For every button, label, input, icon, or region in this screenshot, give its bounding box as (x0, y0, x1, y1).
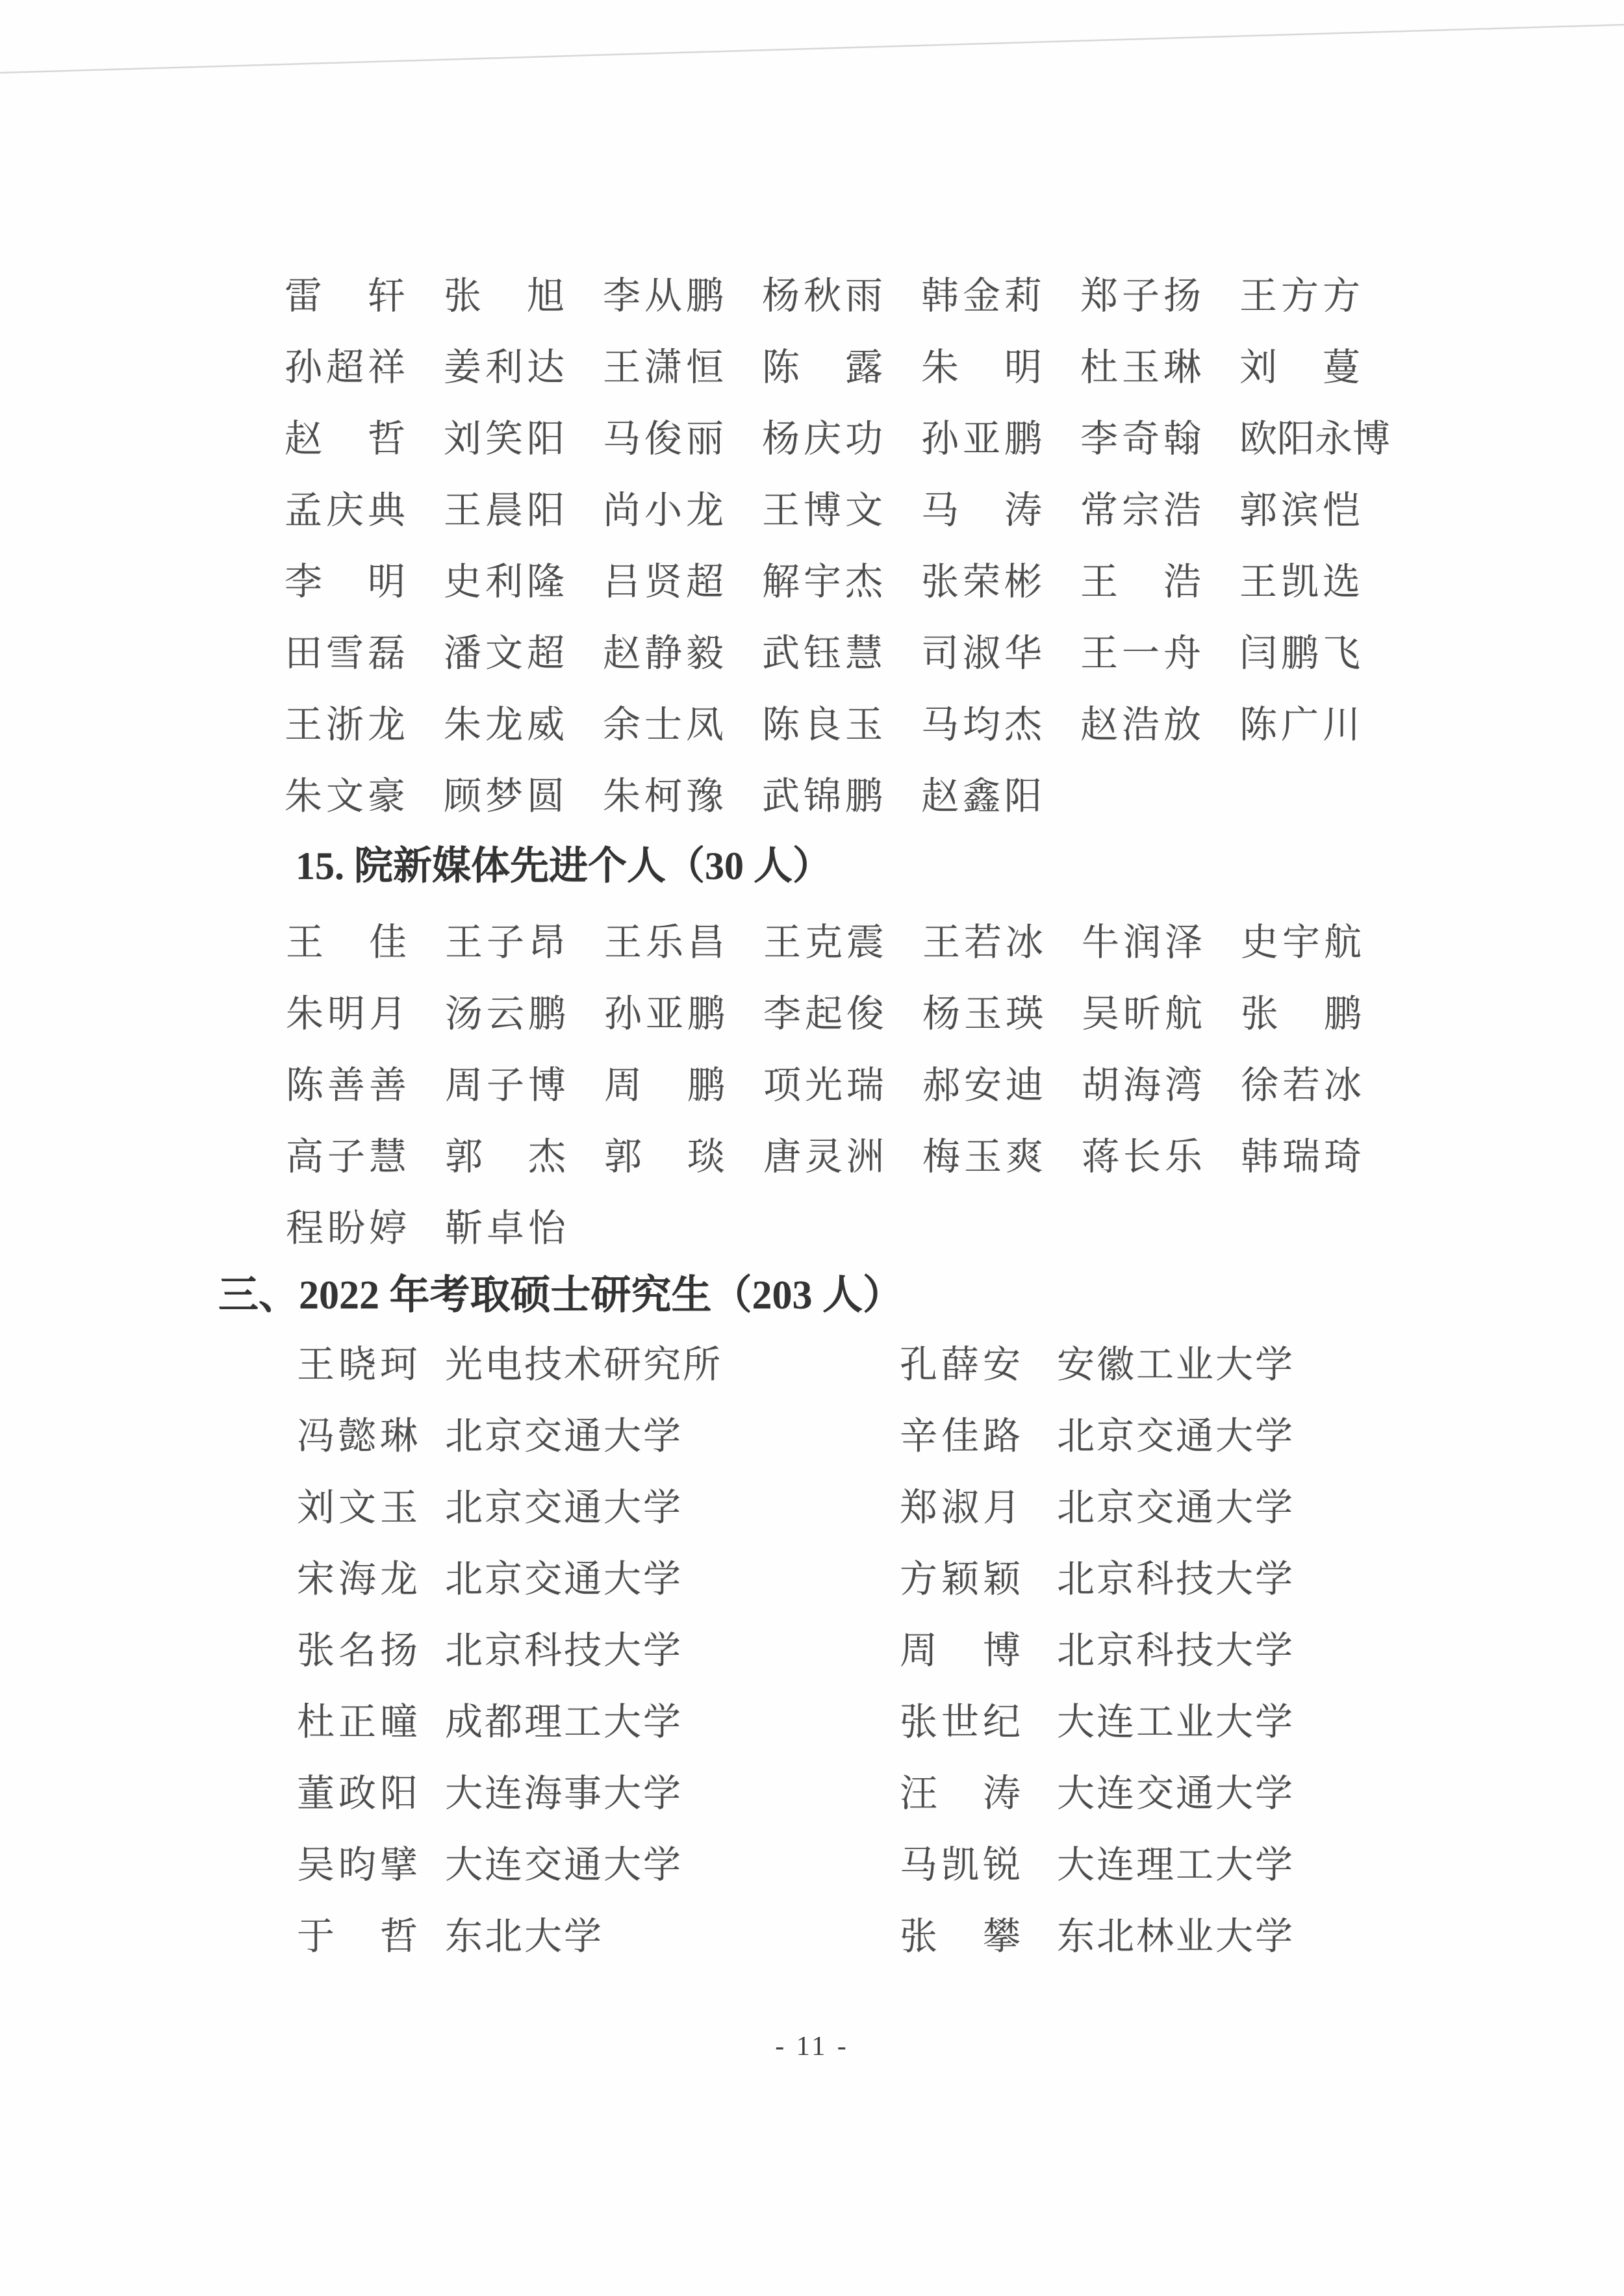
person-name: 王 浩 (1080, 561, 1201, 603)
name-row (285, 706, 1399, 744)
person-name: 李奇翰 (1080, 418, 1201, 460)
person-name: 朱文豪 (285, 775, 405, 817)
person-name: 王潇恒 (603, 346, 724, 389)
graduate-name: 马凯锐 (900, 1844, 1021, 1886)
person-name: 郭 杰 (445, 1136, 566, 1178)
graduate-row (900, 1486, 1295, 1529)
person-name: 朱龙威 (444, 704, 565, 746)
graduate-name: 杜正曈 (297, 1701, 418, 1743)
graduate-school: 东北林业大学 (1057, 1915, 1295, 1958)
graduate-row (297, 1558, 722, 1600)
person-name: 尚小龙 (603, 489, 724, 531)
person-name: 胡海湾 (1082, 1064, 1202, 1106)
graduate-name: 张 攀 (900, 1915, 1021, 1958)
graduate-school: 东北大学 (445, 1915, 604, 1958)
graduate-row (900, 1915, 1295, 1958)
graduate-row (900, 1772, 1295, 1815)
person-name: 杨秋雨 (762, 275, 883, 317)
person-name: 程盼婷 (286, 1207, 407, 1249)
person-name: 王若冰 (922, 921, 1043, 963)
person-name: 王一舟 (1080, 632, 1201, 674)
name-row (285, 632, 1399, 674)
person-name: 解宇杰 (762, 561, 883, 603)
graduate-name: 吴昀擘 (297, 1844, 418, 1886)
person-name: 常宗浩 (1080, 489, 1201, 531)
person-name: 陈善善 (286, 1064, 407, 1106)
graduate-school: 北京交通大学 (445, 1558, 683, 1600)
person-name: 牛润泽 (1082, 921, 1202, 963)
graduate-name: 王晓珂 (297, 1344, 418, 1386)
person-name: 郑子扬 (1080, 275, 1201, 317)
graduate-row (900, 1415, 1295, 1457)
graduate-name: 张名扬 (297, 1629, 418, 1672)
person-name: 孙亚鹏 (604, 993, 725, 1035)
graduate-school: 北京科技大学 (445, 1629, 683, 1672)
name-row (285, 775, 1399, 817)
graduate-row (297, 1915, 722, 1958)
graduate-name: 汪 涛 (900, 1772, 1021, 1815)
person-name: 吕贤超 (603, 561, 724, 603)
person-name: 张 鹏 (1241, 993, 1362, 1035)
name-row (285, 277, 1399, 315)
person-name: 杨庆功 (762, 418, 883, 460)
person-name: 徐若冰 (1241, 1064, 1362, 1106)
person-name: 王凯选 (1239, 561, 1360, 603)
person-name: 潘文超 (444, 632, 565, 674)
graduate-school: 大连交通大学 (1057, 1772, 1295, 1815)
person-name: 梅玉爽 (922, 1136, 1043, 1178)
person-name: 靳卓怡 (445, 1207, 566, 1249)
graduate-name: 方颖颖 (900, 1558, 1021, 1600)
graduate-name: 刘文玉 (297, 1486, 418, 1529)
graduate-school: 北京科技大学 (1057, 1558, 1295, 1600)
graduate-school: 北京交通大学 (445, 1415, 683, 1457)
section3-heading: 三、2022 年考取硕士研究生（203 人） (218, 1273, 904, 1318)
person-name: 项光瑞 (763, 1064, 884, 1106)
name-row (286, 921, 1400, 963)
person-name: 雷 轩 (285, 275, 405, 317)
person-name: 闫鹏飞 (1239, 632, 1360, 674)
graduate-school: 安徽工业大学 (1057, 1344, 1295, 1386)
person-name: 李从鹏 (603, 275, 724, 317)
graduate-name: 董政阳 (297, 1772, 418, 1815)
person-name: 刘笑阳 (444, 418, 565, 460)
person-name: 欧阳永博 (1239, 418, 1391, 460)
graduate-school: 大连交通大学 (445, 1844, 683, 1886)
person-name: 马 涛 (921, 489, 1042, 531)
person-name: 孙超祥 (285, 346, 405, 389)
person-name: 朱柯豫 (603, 775, 724, 817)
graduate-name: 冯懿琳 (297, 1415, 418, 1457)
graduate-row (900, 1346, 1295, 1384)
name-row (286, 1138, 1400, 1176)
graduate-list-left (297, 1346, 722, 1989)
name-row (285, 346, 1399, 389)
section15-heading: 15. 院新媒体先进个人（30 人） (296, 845, 831, 887)
graduate-school: 光电技术研究所 (445, 1344, 723, 1386)
graduate-school: 大连海事大学 (445, 1772, 683, 1815)
person-name: 马均杰 (921, 704, 1042, 746)
person-name: 赵 哲 (285, 418, 405, 460)
person-name: 陈 露 (762, 346, 883, 389)
person-name: 朱 明 (921, 346, 1042, 389)
person-name: 王克震 (763, 921, 884, 963)
graduate-name: 周 博 (900, 1629, 1021, 1672)
graduate-row (297, 1629, 722, 1672)
graduate-row (900, 1846, 1295, 1884)
person-name: 王博文 (762, 489, 883, 531)
name-row (285, 489, 1399, 531)
person-name: 周子博 (445, 1064, 566, 1106)
person-name: 蒋长乐 (1082, 1136, 1202, 1178)
graduate-school: 大连理工大学 (1057, 1844, 1295, 1886)
person-name: 王 佳 (286, 921, 407, 963)
person-name: 赵静毅 (603, 632, 724, 674)
person-name: 孙亚鹏 (921, 418, 1042, 460)
graduate-name: 张世纪 (900, 1701, 1021, 1743)
name-row (286, 1207, 1400, 1249)
person-name: 顾梦圆 (444, 775, 565, 817)
graduate-row (297, 1772, 722, 1815)
person-name: 司淑华 (921, 632, 1042, 674)
person-name: 王子昂 (445, 921, 566, 963)
person-name: 杜玉琳 (1080, 346, 1201, 389)
person-name: 陈广川 (1239, 704, 1360, 746)
person-name: 史利隆 (444, 561, 565, 603)
person-name: 李 明 (285, 561, 405, 603)
awardee-name-grid-continued (285, 277, 1399, 849)
person-name: 周 鹏 (604, 1064, 725, 1106)
person-name: 刘 蔓 (1239, 346, 1360, 389)
graduate-school: 成都理工大学 (445, 1701, 683, 1743)
graduate-name: 于 哲 (297, 1915, 418, 1958)
graduate-row (297, 1703, 722, 1741)
person-name: 唐灵洲 (763, 1136, 884, 1178)
person-name: 朱明月 (286, 993, 407, 1035)
person-name: 韩金莉 (921, 275, 1042, 317)
graduate-row (297, 1346, 722, 1384)
person-name: 赵鑫阳 (921, 775, 1042, 817)
person-name: 赵浩放 (1080, 704, 1201, 746)
graduate-school: 北京科技大学 (1057, 1629, 1295, 1672)
name-row (286, 995, 1400, 1033)
person-name: 韩瑞琦 (1241, 1136, 1362, 1178)
graduate-school: 大连工业大学 (1057, 1701, 1295, 1743)
graduate-school: 北京交通大学 (1057, 1486, 1295, 1529)
person-name: 高子慧 (286, 1136, 407, 1178)
person-name: 郭 琰 (604, 1136, 725, 1178)
graduate-name: 宋海龙 (297, 1558, 418, 1600)
graduate-school: 北京交通大学 (1057, 1415, 1295, 1457)
graduate-row (297, 1846, 722, 1884)
graduate-row (297, 1486, 722, 1529)
person-name: 李起俊 (763, 993, 884, 1035)
person-name: 陈良玉 (762, 704, 883, 746)
person-name: 王晨阳 (444, 489, 565, 531)
person-name: 张 旭 (444, 275, 565, 317)
name-row (285, 563, 1399, 601)
graduate-row (900, 1703, 1295, 1741)
person-name: 王浙龙 (285, 704, 405, 746)
name-row (286, 1064, 1400, 1106)
person-name: 郝安迪 (922, 1064, 1043, 1106)
graduate-row (900, 1629, 1295, 1672)
person-name: 汤云鹏 (445, 993, 566, 1035)
person-name: 郭滨恺 (1239, 489, 1360, 531)
person-name: 杨玉瑛 (922, 993, 1043, 1035)
graduate-name: 辛佳路 (900, 1415, 1021, 1457)
name-row (285, 420, 1399, 458)
scan-artifact-line (0, 0, 1624, 104)
person-name: 史宇航 (1241, 921, 1362, 963)
person-name: 武钰慧 (762, 632, 883, 674)
person-name: 王乐昌 (604, 921, 725, 963)
person-name: 吴昕航 (1082, 993, 1202, 1035)
person-name: 张荣彬 (921, 561, 1042, 603)
graduate-name: 郑淑月 (900, 1486, 1021, 1529)
page-number: - 11 - (775, 2032, 849, 2061)
person-name: 姜利达 (444, 346, 565, 389)
graduate-name: 孔薛安 (900, 1344, 1021, 1386)
graduate-row (297, 1415, 722, 1457)
person-name: 武锦鹏 (762, 775, 883, 817)
graduate-list-right (900, 1346, 1295, 1989)
awardee-name-grid-section15 (286, 921, 1400, 1281)
person-name: 余士凤 (603, 704, 724, 746)
person-name: 田雪磊 (285, 632, 405, 674)
person-name: 马俊丽 (603, 418, 724, 460)
person-name: 王方方 (1239, 275, 1360, 317)
graduate-row (900, 1558, 1295, 1600)
person-name: 孟庆典 (285, 489, 405, 531)
graduate-school: 北京交通大学 (445, 1486, 683, 1529)
